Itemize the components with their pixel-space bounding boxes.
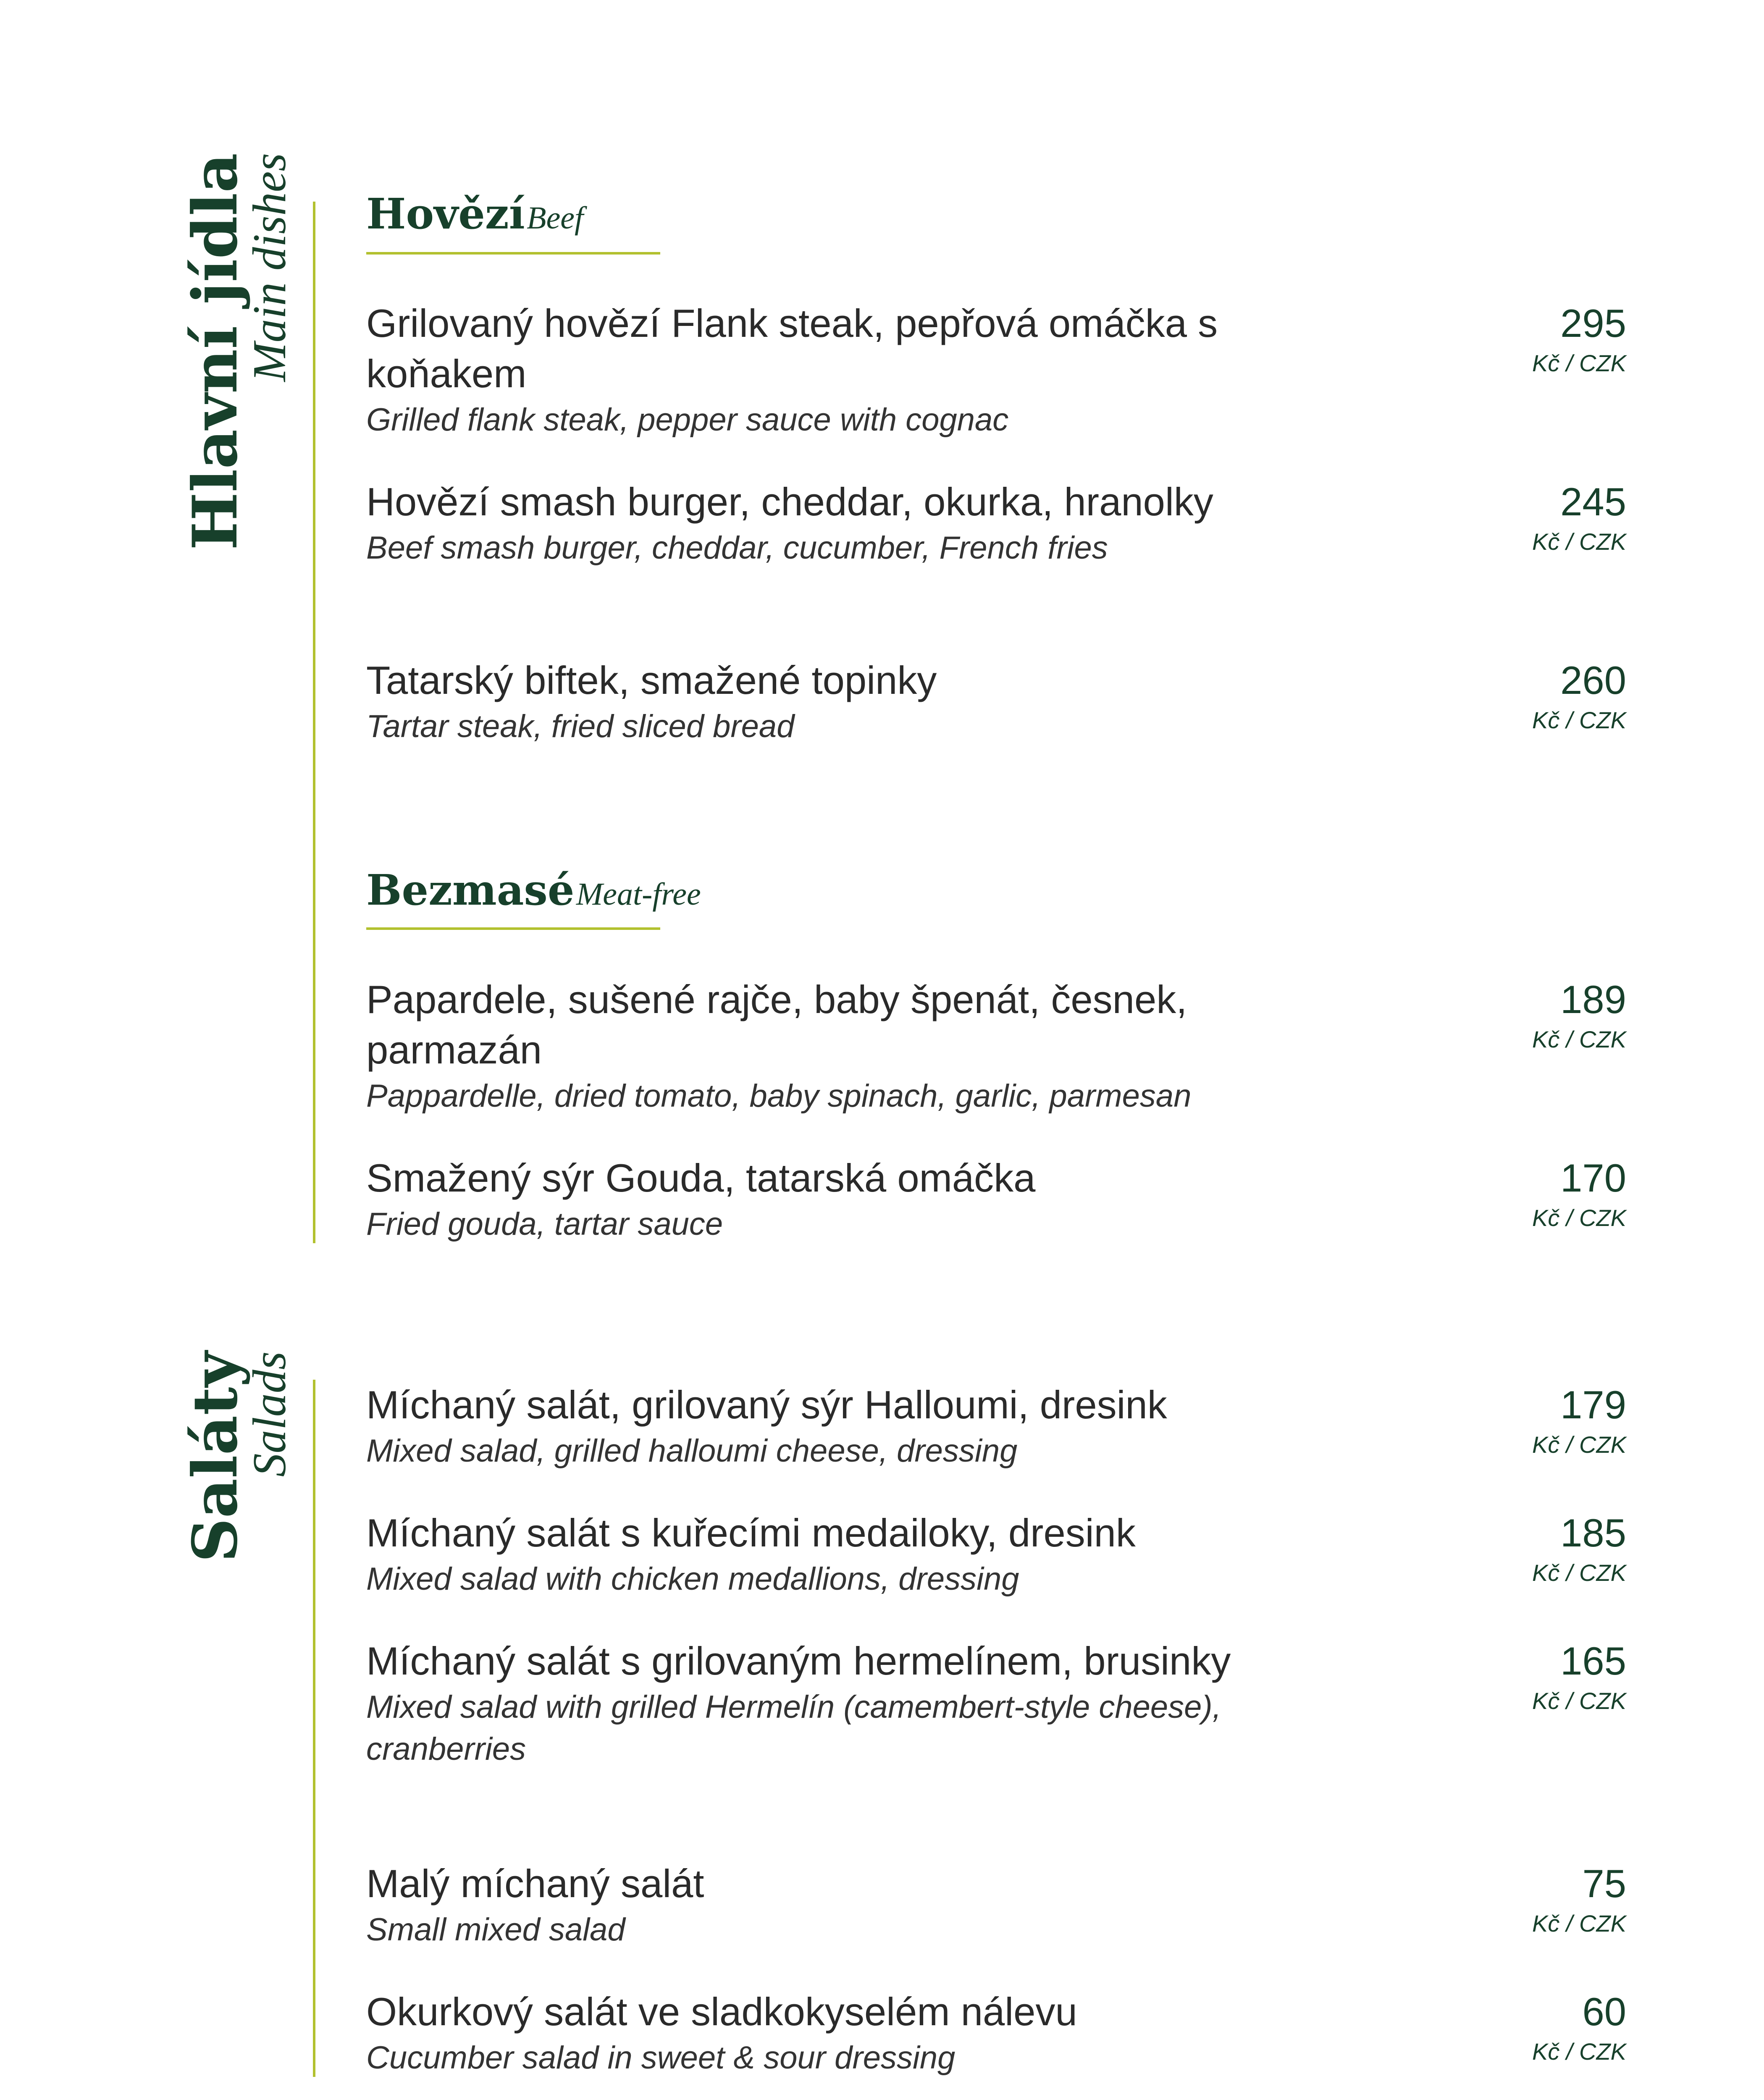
beef-heading-cz: Hovězí [366,189,525,239]
main-dishes-title-cz: Hlavní jídla [179,153,251,550]
meatfree-heading-underline [366,927,660,930]
price-currency: Kč / CZK [1532,1431,1626,1458]
beef-heading-en: Beef [527,200,584,236]
menu-item [366,477,1626,569]
price-currency: Kč / CZK [1532,1910,1626,1937]
item-name: Malý míchaný salát [366,1861,704,1906]
item-name: Smažený sýr Gouda, tatarská omáčka [366,1156,1036,1200]
price-value: 185 [1560,1511,1626,1555]
item-name: Tatarský biftek, smažené topinky [366,658,937,702]
menu-item [366,1636,1626,1770]
price-value: 179 [1560,1383,1626,1427]
item-description: Grilled flank steak, pepper sauce with cognac [366,402,1009,438]
item-name: Hovězí smash burger, cheddar, okurka, hranolky [366,480,1213,524]
item-price [1532,1858,1626,1938]
item-description: Small mixed salad [366,1912,625,1948]
meatfree-heading-en: Meat-free [576,877,701,912]
main-dishes-title-en: Main dishes [244,153,296,382]
menu-item [366,655,1626,748]
menu-item [366,1858,1626,1951]
menu-item [366,974,1626,1117]
price-currency: Kč / CZK [1532,707,1626,733]
menu-item [366,298,1626,441]
price-value: 75 [1582,1861,1626,1906]
item-description: Beef smash burger, cheddar, cucumber, French fries [366,530,1108,566]
item-description: Fried gouda, tartar sauce [366,1206,723,1242]
meatfree-heading [366,865,701,915]
item-name: Míchaný salát s grilovaným hermelínem, brusinky [366,1639,1231,1683]
item-price [1532,1987,1626,2066]
item-price [1532,1508,1626,1588]
salads-divider [313,1380,315,2077]
price-value: 170 [1560,1156,1626,1200]
beef-heading [366,189,583,239]
price-currency: Kč / CZK [1532,528,1626,555]
item-price [1532,974,1626,1054]
price-value: 165 [1560,1639,1626,1683]
salads-title-en: Salads [244,1351,296,1477]
item-description: Tartar steak, fried sliced bread [366,709,795,744]
item-price [1532,655,1626,735]
price-currency: Kč / CZK [1532,1559,1626,1586]
item-price [1532,1380,1626,1460]
item-name: Okurkový salát ve sladkokyselém nálevu [366,1990,1077,2034]
item-price [1532,298,1626,378]
price-currency: Kč / CZK [1532,1026,1626,1053]
main-dishes-title [179,153,296,550]
menu-item [366,1508,1626,1600]
item-name: Míchaný salát s kuřecími medailoky, dresink [366,1511,1136,1555]
salads-title [179,1351,296,1562]
item-name: Grilovaný hovězí Flank steak, pepřová omáčka s koňakem [366,301,1218,396]
item-price [1532,1636,1626,1716]
item-price [1532,477,1626,556]
price-value: 260 [1560,658,1626,702]
price-value: 189 [1560,977,1626,1021]
price-currency: Kč / CZK [1532,1205,1626,1231]
salads-title-cz: Saláty [179,1351,251,1562]
item-name: Papardele, sušené rajče, baby špenát, česnek, parmazán [366,977,1187,1072]
item-description: Mixed salad, grilled halloumi cheese, dressing [366,1433,1018,1469]
item-name: Míchaný salát, grilovaný sýr Halloumi, dresink [366,1383,1167,1427]
item-price [1532,1153,1626,1233]
beef-heading-underline [366,252,660,255]
menu-item [366,1380,1626,1472]
item-description: Mixed salad with grilled Hermelín (camembert-style cheese), cranberries [366,1689,1221,1767]
menu-item [366,1987,1626,2079]
price-value: 295 [1560,301,1626,345]
price-currency: Kč / CZK [1532,2038,1626,2065]
price-value: 60 [1582,1990,1626,2034]
item-description: Pappardelle, dried tomato, baby spinach, garlic, parmesan [366,1078,1192,1114]
meatfree-heading-cz: Bezmasé [366,865,575,915]
main-dishes-divider [313,202,315,1243]
price-currency: Kč / CZK [1532,350,1626,376]
item-description: Mixed salad with chicken medallions, dressing [366,1561,1019,1597]
price-value: 245 [1560,480,1626,524]
menu-item [366,1153,1626,1245]
item-description: Cucumber salad in sweet & sour dressing [366,2040,956,2076]
price-currency: Kč / CZK [1532,1688,1626,1714]
